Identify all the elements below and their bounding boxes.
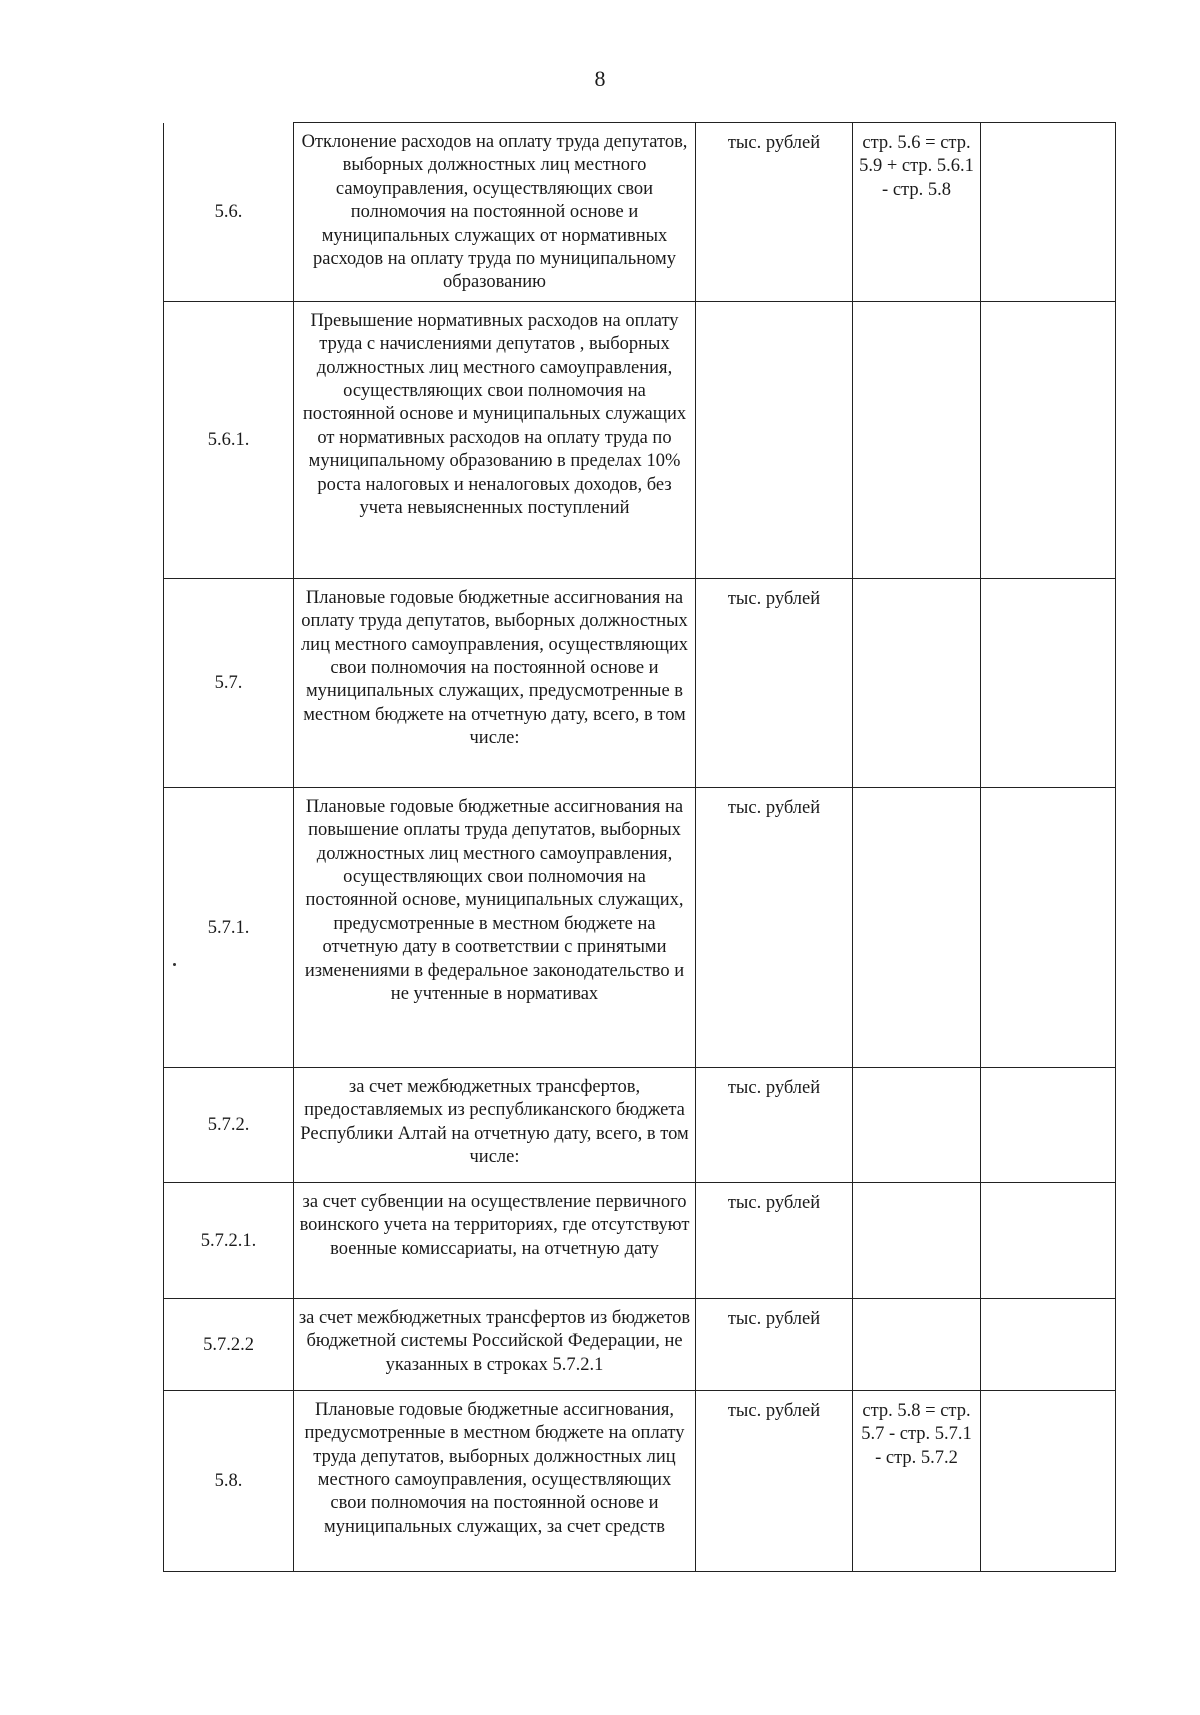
- row-description: за счет межбюджетных трансфертов, предоставляемых из республиканского бюджета Республики Алтай на отчетную дату, всего, в том числе:: [294, 1067, 696, 1182]
- row-value: [981, 1298, 1116, 1390]
- row-formula: [853, 301, 981, 578]
- row-description: Плановые годовые бюджетные ассигнования, предусмотренные в местном бюджете на оплату труда депутатов, выборных должностных лиц местного самоуправления, осуществляющих свои полномочия на постоянной основе и муниципальных служащих, за счет средств: [294, 1390, 696, 1571]
- row-number: 5.6.: [164, 123, 294, 302]
- row-description: за счет субвенции на осуществление первичного воинского учета на территориях, где отсутствуют военные комиссариаты, на отчетную дату: [294, 1182, 696, 1298]
- row-unit: тыс. рублей: [696, 787, 853, 1067]
- row-number: 5.7.: [164, 578, 294, 787]
- row-number: 5.7.1.: [164, 787, 294, 1067]
- row-unit: тыс. рублей: [696, 1067, 853, 1182]
- row-unit: тыс. рублей: [696, 1182, 853, 1298]
- row-value: [981, 1067, 1116, 1182]
- table-row: [164, 301, 1116, 578]
- row-unit: [696, 301, 853, 578]
- row-description: Отклонение расходов на оплату труда депутатов, выборных должностных лиц местного самоуправления, осуществляющих свои полномочия на постоянной основе и муниципальных служащих от нормативных расходов на оплату труда по муниципальному образованию: [294, 123, 696, 302]
- row-unit: тыс. рублей: [696, 1298, 853, 1390]
- row-value: [981, 1390, 1116, 1571]
- row-value: [981, 301, 1116, 578]
- row-formula: [853, 787, 981, 1067]
- row-unit: тыс. рублей: [696, 123, 853, 302]
- row-value: [981, 123, 1116, 302]
- table-row: [164, 123, 1116, 302]
- row-value: [981, 787, 1116, 1067]
- row-formula: [853, 1182, 981, 1298]
- row-unit: тыс. рублей: [696, 1390, 853, 1571]
- table-row: [164, 1067, 1116, 1182]
- row-number: 5.8.: [164, 1390, 294, 1571]
- row-description: Плановые годовые бюджетные ассигнования на повышение оплаты труда депутатов, выборных должностных лиц местного самоуправления, осуществляющих свои полномочия на постоянной основе, муниципальных служащих, предусмотренные в местном бюджете на отчетную дату в соответствии с принятыми изменениями в федеральное законодательство и не учтенные в нормативах: [294, 787, 696, 1067]
- table-row: [164, 1182, 1116, 1298]
- table-row: [164, 578, 1116, 787]
- row-formula: [853, 1298, 981, 1390]
- row-number: 5.6.1.: [164, 301, 294, 578]
- row-number: 5.7.2.: [164, 1067, 294, 1182]
- row-value: [981, 578, 1116, 787]
- table-row: [164, 787, 1116, 1067]
- row-unit: тыс. рублей: [696, 578, 853, 787]
- indicators-table: [163, 122, 1116, 1572]
- indicators-table-container: [163, 122, 1115, 1572]
- scan-speck: [173, 963, 176, 966]
- row-formula: [853, 1067, 981, 1182]
- row-number: 5.7.2.2: [164, 1298, 294, 1390]
- row-value: [981, 1182, 1116, 1298]
- table-row: [164, 1298, 1116, 1390]
- row-description: Превышение нормативных расходов на оплату труда с начислениями депутатов , выборных должностных лиц местного самоуправления, осуществляющих свои полномочия на постоянной основе и муниципальных служащих от нормативных расходов на оплату труда по муниципальному образованию в пределах 10% роста налоговых и неналоговых доходов, без учета невыясненных поступлений: [294, 301, 696, 578]
- row-description: Плановые годовые бюджетные ассигнования на оплату труда депутатов, выборных должностных лиц местного самоуправления, осуществляющих свои полномочия на постоянной основе и муниципальных служащих, предусмотренные в местном бюджете на отчетную дату, всего, в том числе:: [294, 578, 696, 787]
- table-row: [164, 1390, 1116, 1571]
- row-number: 5.7.2.1.: [164, 1182, 294, 1298]
- row-formula: стр. 5.6 = стр. 5.9 + стр. 5.6.1 - стр. 5.8: [853, 123, 981, 302]
- row-formula: [853, 578, 981, 787]
- page-number: 8: [594, 66, 606, 91]
- row-formula: стр. 5.8 = стр. 5.7 - стр. 5.7.1 - стр. 5.7.2: [853, 1390, 981, 1571]
- row-description: за счет межбюджетных трансфертов из бюджетов бюджетной системы Российской Федерации, не указанных в строках 5.7.2.1: [294, 1298, 696, 1390]
